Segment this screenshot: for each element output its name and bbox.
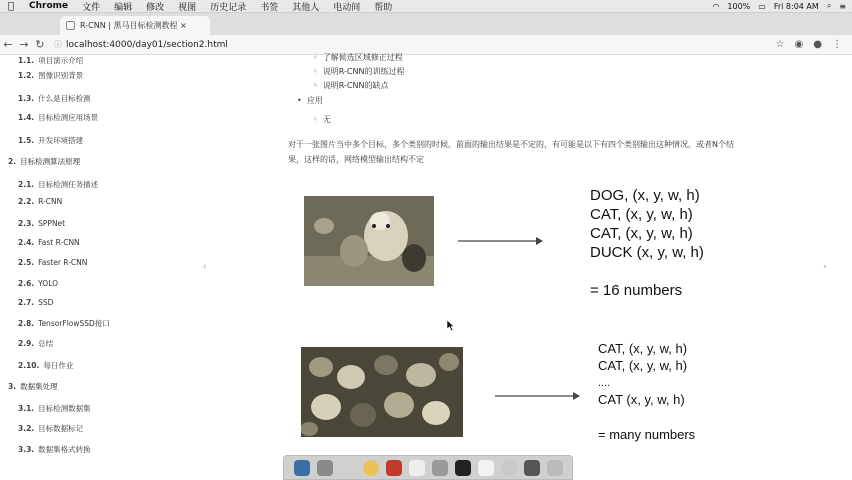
- tab-active[interactable]: [60, 16, 210, 35]
- safari-icon[interactable]: [340, 460, 356, 476]
- menu-item[interactable]: 视图: [178, 2, 197, 13]
- prev-page-icon[interactable]: ‹: [203, 262, 207, 272]
- toc-item[interactable]: 1.5. 开发环境搭建: [18, 136, 84, 145]
- menu-item[interactable]: 编辑: [114, 2, 133, 13]
- forward-button[interactable]: →: [19, 38, 29, 51]
- info-icon[interactable]: ⓘ: [54, 40, 62, 49]
- output-line: CAT, (x, y, w, h): [590, 225, 693, 242]
- mouse-cursor-icon: [447, 320, 455, 331]
- toc-item[interactable]: 2.4. Fast R-CNN: [18, 238, 80, 247]
- output-ellipsis: ....: [598, 377, 611, 389]
- dock: [283, 455, 573, 480]
- toc-item[interactable]: 2.8. TensorFlowSSD接口: [18, 319, 110, 328]
- output-total: = many numbers: [598, 427, 696, 442]
- address-bar[interactable]: [54, 39, 228, 50]
- output-line: DUCK (x, y, w, h): [590, 244, 704, 261]
- menu-bar: [0, 0, 852, 13]
- url-text[interactable]: localhost:4000/day01/section2.html: [66, 39, 228, 50]
- notes-icon[interactable]: [409, 460, 425, 476]
- bookmark-star-icon[interactable]: ☆: [775, 39, 785, 50]
- toc-item[interactable]: 2.1. 目标检测任务描述: [18, 180, 99, 189]
- apple-icon[interactable]: [0, 1, 22, 12]
- arrow-icon: [493, 391, 581, 401]
- app-icon[interactable]: [501, 460, 517, 476]
- profile-icon[interactable]: ●: [813, 39, 822, 50]
- toc-item[interactable]: 2.3. SPPNet: [18, 219, 66, 228]
- launchpad-icon[interactable]: [317, 460, 333, 476]
- toc-item[interactable]: 1.2. 图像识别背景: [18, 71, 84, 80]
- toc-item[interactable]: 2.5. Faster R-CNN: [18, 258, 88, 267]
- menu-app-name[interactable]: Chrome: [29, 1, 69, 11]
- toc-item[interactable]: 3.1. 目标检测数据集: [18, 404, 91, 413]
- toc-item[interactable]: 2.6. YOLO: [18, 279, 59, 288]
- back-button[interactable]: ←: [3, 38, 13, 51]
- toc-item[interactable]: 1.3. 什么是目标检测: [18, 94, 91, 103]
- output-line: CAT, (x, y, w, h): [590, 206, 693, 223]
- browser-toolbar: [0, 35, 852, 55]
- page-icon: [66, 21, 75, 30]
- description-paragraph: 对于一张图片当中多个目标，多个类别的时候。前面的输出结果是不定的，有可能是以下有四个类别输出这种情况。或者N个结果，这样的话，网络模型输出结构不定: [288, 140, 734, 164]
- trash-icon[interactable]: [547, 460, 563, 476]
- tab-bar: [0, 13, 852, 35]
- arrow-icon: [456, 236, 544, 246]
- output-line: DOG, (x, y, w, h): [590, 187, 700, 204]
- battery-icon[interactable]: ▭: [758, 1, 766, 11]
- finder-icon[interactable]: [294, 460, 310, 476]
- sub-bullet: ◦ 无: [313, 115, 331, 124]
- toc-sidebar: [0, 55, 200, 455]
- animals-photo: [304, 196, 434, 286]
- extension-icon[interactable]: ◉: [794, 39, 804, 50]
- menu-item[interactable]: 历史记录: [210, 2, 247, 13]
- toc-item[interactable]: 3.3. 数据集格式转换: [18, 445, 91, 454]
- next-page-icon[interactable]: ›: [823, 262, 827, 272]
- screenshot-icon[interactable]: [524, 460, 540, 476]
- output-line: CAT (x, y, w, h): [598, 392, 685, 407]
- toc-item[interactable]: 3.2. 目标数据标记: [18, 424, 84, 433]
- toc-item[interactable]: 2.9. 总结: [18, 339, 54, 348]
- output-line: CAT, (x, y, w, h): [598, 341, 688, 356]
- cats-crowd-photo: [301, 347, 463, 437]
- toc-item[interactable]: 2.2. R-CNN: [18, 197, 63, 206]
- menu-icon[interactable]: ⋮: [832, 39, 842, 50]
- toc-section[interactable]: 2. 目标检测算法原理: [8, 157, 81, 166]
- tab-title: R-CNN | 黑马目标检测教程 ×: [80, 21, 187, 30]
- menu-item[interactable]: 文件: [82, 2, 101, 13]
- wifi-icon[interactable]: ◠: [712, 1, 720, 11]
- output-total: = 16 numbers: [590, 282, 683, 299]
- pycharm-icon[interactable]: [386, 460, 402, 476]
- clock[interactable]: Fri 8:04 AM: [773, 1, 819, 11]
- system-preferences-icon[interactable]: [432, 460, 448, 476]
- menu-item[interactable]: 帮助: [374, 2, 393, 13]
- search-icon[interactable]: ⌕: [826, 1, 832, 10]
- sub-bullet: ◦ 了解候选区域修正过程: [313, 53, 403, 62]
- typora-icon[interactable]: [478, 460, 494, 476]
- menu-item[interactable]: 修改: [146, 2, 165, 13]
- sub-bullet: ◦ 说明R-CNN的缺点: [313, 81, 389, 90]
- toc-item[interactable]: 2.10. 每日作业: [18, 361, 74, 370]
- menu-item[interactable]: 书签: [260, 2, 279, 13]
- battery-percent[interactable]: 100%: [727, 1, 751, 11]
- chrome-icon[interactable]: [363, 460, 379, 476]
- menu-item[interactable]: 电动间: [333, 2, 361, 13]
- toc-section[interactable]: 3. 数据集处理: [8, 382, 58, 391]
- output-line: CAT, (x, y, w, h): [598, 358, 688, 373]
- bullet: • 应用: [297, 96, 323, 105]
- toc-item[interactable]: 1.4. 目标检测应用场景: [18, 113, 99, 122]
- reload-button[interactable]: ↻: [35, 38, 45, 51]
- menu-item[interactable]: 其他人: [292, 2, 320, 13]
- toc-item[interactable]: 1.1. 项目演示介绍: [18, 56, 84, 65]
- terminal-icon[interactable]: [455, 460, 471, 476]
- toc-item[interactable]: 2.7. SSD: [18, 298, 54, 307]
- list-icon[interactable]: ≡: [839, 1, 846, 11]
- sub-bullet: ◦ 说明R-CNN的训练过程: [313, 67, 405, 76]
